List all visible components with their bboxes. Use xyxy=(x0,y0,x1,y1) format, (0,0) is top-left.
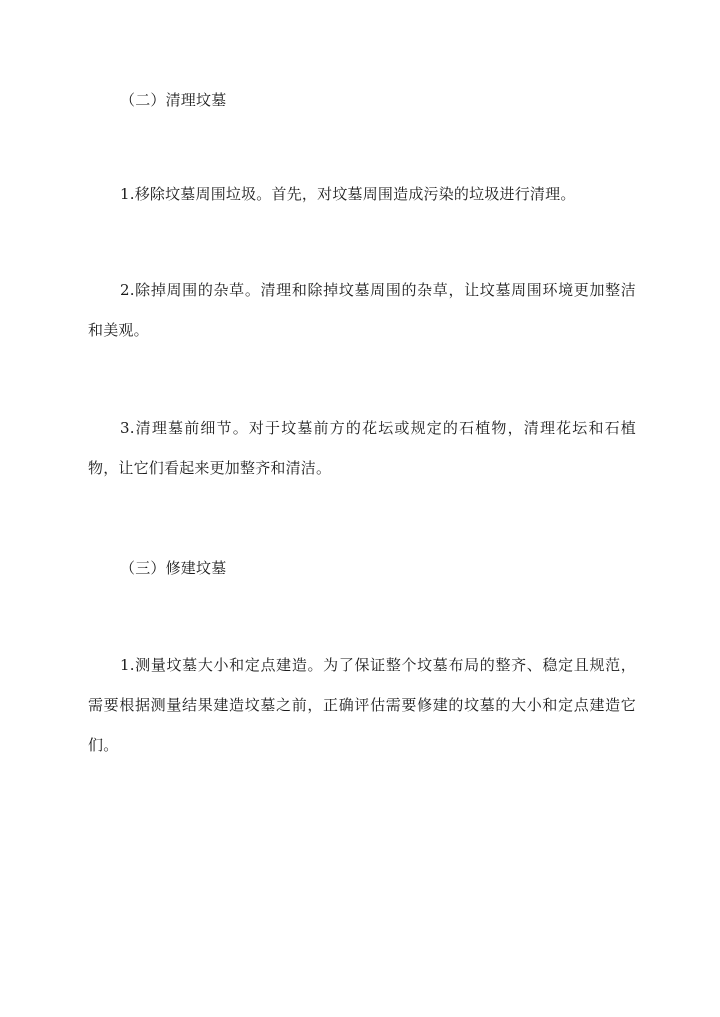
paragraph-remove-garbage: 1.移除坟墓周围垃圾。首先，对坟墓周围造成污染的垃圾进行清理。 xyxy=(120,185,576,203)
section-heading-building: （三）修建坟墓 xyxy=(120,559,227,577)
section-heading-cleaning: （二）清理坟墓 xyxy=(120,91,227,109)
paragraph-clean-front-details: 3.清理墓前细节。对于坟墓前方的花坛或规定的石植物，清理花坛和石植物，让它们看起来更加整齐和清洁。 xyxy=(88,419,636,477)
paragraph-remove-weeds: 2.除掉周围的杂草。清理和除掉坟墓周围的杂草，让坟墓周围环境更加整洁和美观。 xyxy=(88,281,636,339)
paragraph-measure-and-build: 1.测量坟墓大小和定点建造。为了保证整个坟墓布局的整齐、稳定且规范，需要根据测量结果建造坟墓之前，正确评估需要修建的坟墓的大小和定点建造它们。 xyxy=(88,656,636,754)
